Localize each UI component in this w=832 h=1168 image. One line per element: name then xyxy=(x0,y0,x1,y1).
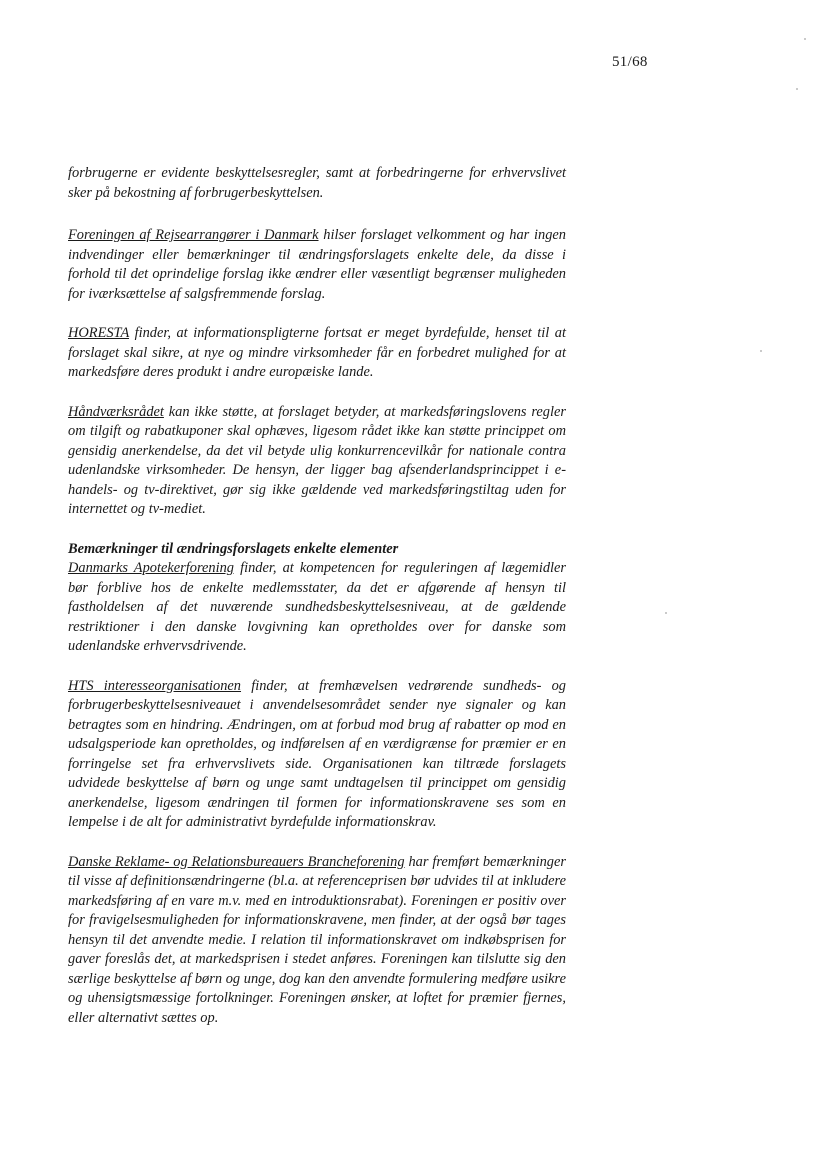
scan-speck xyxy=(804,38,806,40)
organization-name: HORESTA xyxy=(68,325,130,341)
paragraph-continuation xyxy=(68,164,566,203)
paragraph-horesta xyxy=(68,324,566,383)
document-body xyxy=(68,164,566,1048)
scan-speck xyxy=(796,88,798,90)
section-heading: Bemærkninger til ændringsforslagets enkelte elementer xyxy=(68,540,399,557)
paragraph-text: finder, at fremhævelsen vedrørende sundheds- og forbrugerbeskyttelsesniveauet i anvendelsesområdet sender nye signaler og kan betragtes som en hindring. Ændringen, om at forbud mod brug af rabatter op mod en udsalgsperiode kan opretholdes, og indførelsen af en værdigrænse for præmier er en forringelse set fra erhvervslivets side. Organisationen kan tiltræde forslagets udvidede beskyttelse af børn og unge samt undtagelsen til princippet om gensidig anerkendelse, ligesom ændringen til formen for informationskravene ses som en lempelse i de alt for administrativt byrdefulde informationskrav. xyxy=(68,677,567,830)
scan-speck xyxy=(760,350,762,352)
paragraph-rejsearrangoerer xyxy=(68,226,566,304)
paragraph-text: har fremført bemærkninger til visse af definitionsændringerne (bl.a. at referenceprisen bør udvides til at inkludere markedsføring af en vare m.v. med en introduktionsrabat). Foreningen er positiv over for fravigelsesmuligheden for informationskravene, men finder, at der også bør tages hensyn til det anvendte medie. I relation til informationskravet om indkøbsprisen for gaver foreslås det, at markedsprisen i stedet anføres. Foreningen kan tilslutte sig den særlige beskyttelse af børn og unge, dog kan den anvendte formulering medføre usikre og uhensigtsmæssige fortolkninger. Foreningen ønsker, at loftet for præmier fjernes, eller alternativt sættes op. xyxy=(68,853,566,1026)
paragraph-hts xyxy=(68,677,566,833)
paragraph-text: finder, at kompetencen for reguleringen af lægemidler bør forblive hos de enkelte medlemsstater, da det er afgørende af hensyn til fastholdelsen af det nuværende sundhedsbeskyttelsesniveau, at de gældende restriktioner i den danske lovgivning kan opretholdes over for danske som udenlandske erhvervsdrivende. xyxy=(68,560,566,654)
organization-name: Foreningen af Rejsearrangører i Danmark xyxy=(68,227,319,243)
scan-speck xyxy=(665,612,667,614)
paragraph-text: finder, at informationspligterne fortsat er meget byrdefulde, henset til at forslaget skal sikre, at nye og mindre virksomheder får en forbedret mulighed for at markedsføre deres produkt i andre europæiske lande. xyxy=(68,325,566,380)
organization-name: Håndværksrådet xyxy=(68,403,164,420)
organization-name: Danske Reklame- og Relationsbureauers Brancheforening xyxy=(68,853,405,870)
organization-name: HTS interesseorganisationen xyxy=(68,677,242,694)
page-number: 51/68 xyxy=(612,54,648,70)
paragraph-text: hilser forslaget velkomment og har ingen indvendinger eller bemærkninger til ændringsforslagets enkelte dele, da disse i forhold til det oprindelige forslag ikke ændrer eller væsentligt begrænser muligheden for iværksættelse af salgsfremmende forslag. xyxy=(68,227,566,302)
paragraph-reklamebureauer xyxy=(68,853,566,1029)
paragraph-text: forbrugerne er evidente beskyttelsesregler, samt at forbedringerne for erhvervslivet sker på bekostning af forbrugerbeskyttelsen. xyxy=(68,165,566,201)
paragraph-haandvaerksraadet xyxy=(68,403,566,520)
paragraph-text: kan ikke støtte, at forslaget betyder, at markedsføringslovens regler om tilgift og rabatkuponer skal ophæves, ligesom rådet ikke kan støtte princippet om gensidig anerkendelse, da det vil betyde ulig konkurrencevilkår for nationale contra udenlandske virksomheder. De hensyn, der ligger bag afsenderlandsprincippet i e-handels- og tv-direktivet, gør sig ikke gældende ved markedsføringstiltag uden for internettet og tv-mediet. xyxy=(68,403,566,517)
paragraph-apotekerforening xyxy=(68,540,566,657)
organization-name: Danmarks Apotekerforening xyxy=(68,560,234,576)
